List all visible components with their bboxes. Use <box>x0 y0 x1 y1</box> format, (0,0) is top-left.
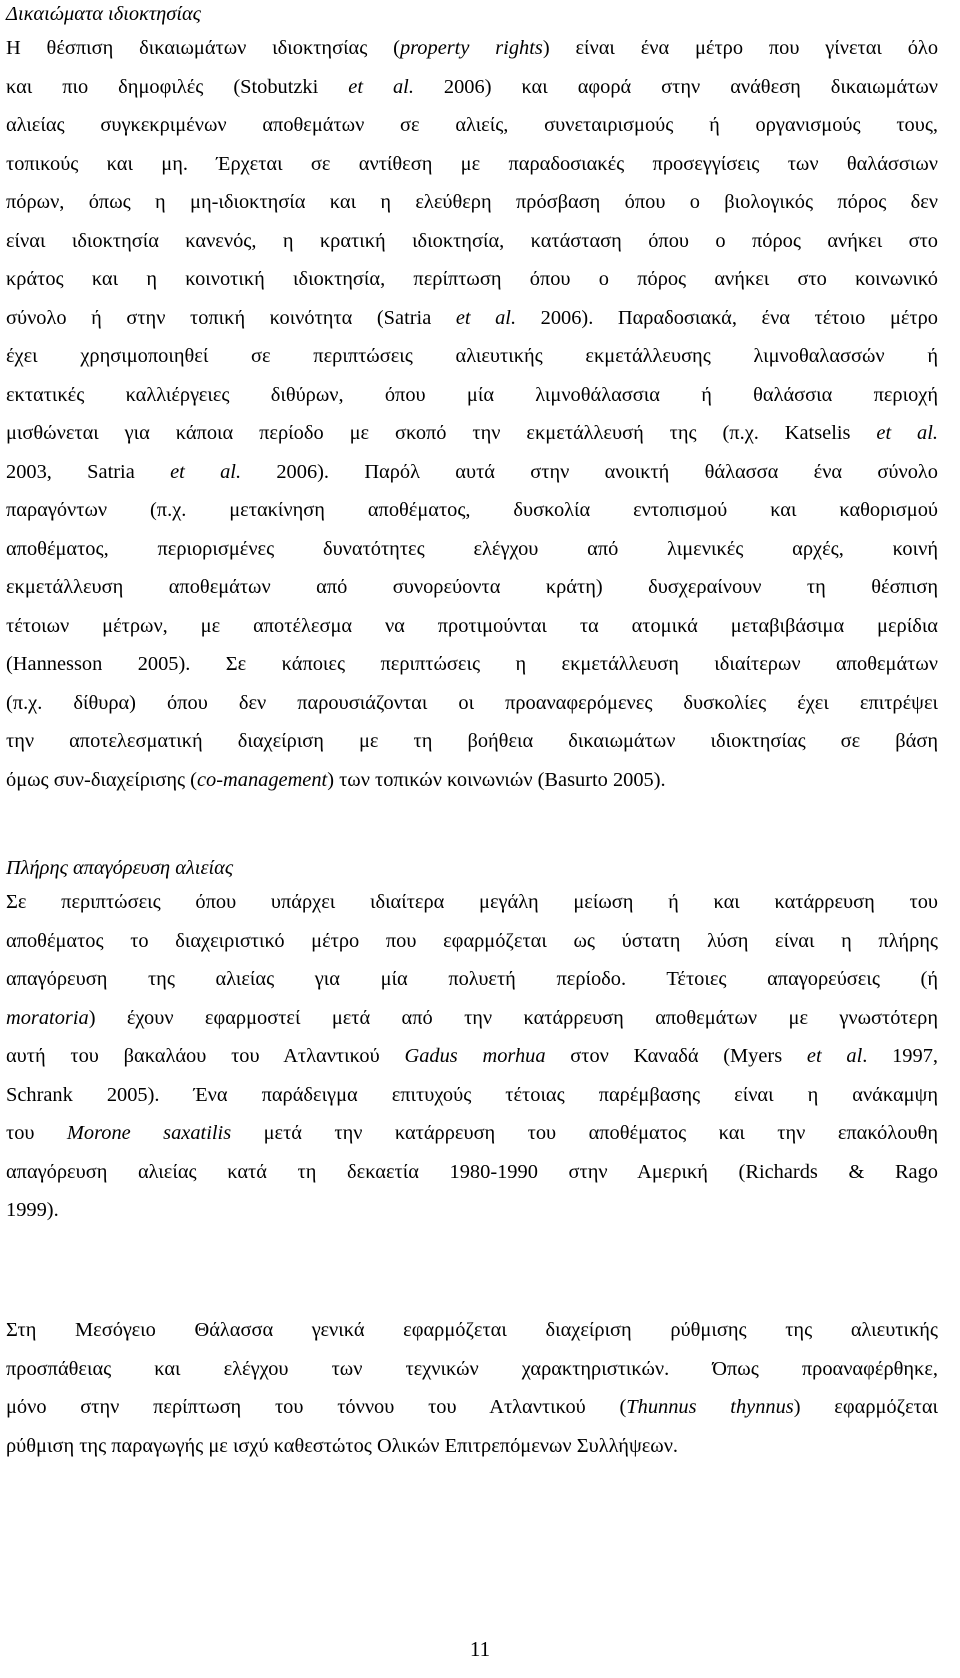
text-run: την αποτελεσματική διαχείριση με τη βοήθεια δικαιωμάτων ιδιοκτησίας σε βάση <box>6 730 938 752</box>
text-run: ) των τοπικών κοινωνιών (Basurto 2005). <box>327 768 666 791</box>
text-line <box>6 530 938 569</box>
text-line <box>6 299 938 338</box>
text-line <box>6 568 938 607</box>
text-run: μισθώνεται για κάποια περίοδο με σκοπό την εκμετάλλευσή της (π.χ. Katselis <box>6 422 877 444</box>
text-line <box>6 1388 938 1427</box>
text-line <box>6 999 938 1038</box>
text-run: 2006). Παραδοσιακά, ένα τέτοιο μέτρο <box>516 306 938 329</box>
text-run: Η θέσπιση δικαιωμάτων ιδιοκτησίας ( <box>6 37 400 59</box>
text-line <box>6 1153 938 1192</box>
text-line <box>6 1311 938 1350</box>
text-run: Schrank 2005). Ένα παράδειγμα επιτυχούς τέτοιας παρέμβασης είναι η ανάκαμψη <box>6 1083 938 1106</box>
text-run: 2003, Satria <box>6 460 171 483</box>
text-run: κράτος και η κοινοτική ιδιοκτησία, περίπτωση όπου ο πόρος ανήκει στο κοινωνικό <box>6 268 938 290</box>
text-run: όμως συν-διαχείρισης ( <box>6 768 197 791</box>
paragraph <box>6 29 938 799</box>
text-line <box>6 106 938 145</box>
italic-text: property rights <box>399 37 543 59</box>
text-run: (Hannesson 2005). Σε κάποιες περιπτώσεις η εκμετάλλευση ιδιαίτερων αποθεμάτων <box>6 653 938 675</box>
text-run: εκτατικές καλλιέργειες διθύρων, όπου μία λιμνοθάλασσια ή θαλάσσια περιοχή <box>6 383 938 406</box>
text-run: ρύθμιση της παραγωγής με ισχύ καθεστώτος Ολικών Επιτρεπόμενων Συλλήψεων. <box>6 1434 679 1457</box>
text-run: ) εφαρμόζεται <box>793 1396 938 1418</box>
italic-text: et al. <box>348 75 414 98</box>
section-heading: Δικαιώματα ιδιοκτησίας <box>6 3 201 25</box>
text-line <box>6 491 938 530</box>
text-line <box>6 722 938 761</box>
text-line <box>6 1037 938 1076</box>
italic-text: moratoria <box>6 1006 89 1029</box>
text-line <box>6 684 938 723</box>
text-run: αποθέματος το διαχειριστικό μέτρο που εφαρμόζεται ως ύστατη λύση είναι η πλήρης <box>6 929 938 952</box>
italic-text: et al. <box>170 460 242 483</box>
section-heading: Πλήρης απαγόρευση αλιείας <box>6 857 234 879</box>
text-run: Στη Μεσόγειο Θάλασσα γενικά εφαρμόζεται διαχείριση ρύθμισης της αλιευτικής <box>6 1319 938 1341</box>
text-line <box>6 1076 938 1115</box>
section-mediterranean <box>6 1311 938 1465</box>
text-line <box>6 761 938 800</box>
section-property-rights <box>6 0 938 799</box>
text-line <box>6 414 938 453</box>
text-run: αυτή του βακαλάου του Ατλαντικού <box>6 1045 405 1067</box>
italic-text: et al. <box>455 306 517 329</box>
italic-text: Gadus morhua <box>404 1045 546 1067</box>
text-run: αποθέματος, περιορισμένες δυνατότητες ελέγχου από λιμενικές αρχές, κοινή <box>6 537 938 560</box>
text-run: Σε περιπτώσεις όπου υπάρχει ιδιαίτερα μεγάλη μείωση ή και κατάρρευση του <box>6 891 938 913</box>
text-run: εκμετάλλευση αποθεμάτων από συνορεύοντα κράτη) δυσχεραίνουν τη θέσπιση <box>6 576 938 598</box>
text-run: 2006). Παρόλ αυτά στην ανοικτή θάλασσα ένα σύνολο <box>241 460 939 483</box>
paragraph <box>6 1311 938 1465</box>
text-run: στον Καναδά (Myers <box>545 1045 807 1067</box>
text-line <box>6 1191 938 1230</box>
text-run: έχει χρησιμοποιηθεί σε περιπτώσεις αλιευτικής εκμετάλλευσης λιμνοθαλασσών ή <box>6 345 938 367</box>
text-run: αλιείας συγκεκριμένων αποθεμάτων σε αλιείς, συνεταιρισμούς ή οργανισμούς τους, <box>6 114 938 136</box>
italic-text: Thunnus thynnus <box>626 1396 794 1418</box>
text-line <box>6 68 938 107</box>
text-line <box>6 1114 938 1153</box>
text-run: είναι ιδιοκτησία κανενός, η κρατική ιδιοκτησία, κατάσταση όπου ο πόρος ανήκει στο <box>6 229 938 252</box>
italic-text: Morone saxatilis <box>66 1122 232 1144</box>
text-line <box>6 260 938 299</box>
text-run: απαγόρευση της αλιείας για μία πολυετή περίοδο. Τέτοιες απαγορεύσεις (ή <box>6 968 938 990</box>
italic-text: co-management <box>196 768 328 791</box>
text-run: 1999). <box>6 1199 59 1221</box>
section-fishing-ban <box>6 853 938 1230</box>
text-line <box>6 645 938 684</box>
text-line <box>6 922 938 961</box>
text-line <box>6 960 938 999</box>
text-line <box>6 883 938 922</box>
text-line <box>6 607 938 646</box>
text-run: ) είναι ένα μέτρο που γίνεται όλο <box>542 37 939 59</box>
text-run: σύνολο ή στην τοπική κοινότητα (Satria <box>6 306 456 329</box>
text-line <box>6 183 938 222</box>
text-run: του <box>6 1122 67 1144</box>
text-line <box>6 453 938 492</box>
text-line <box>6 145 938 184</box>
text-line <box>6 29 938 68</box>
text-run: προσπάθειας και ελέγχου των τεχνικών χαρακτηριστικών. Όπως προαναφέρθηκε, <box>6 1357 938 1380</box>
text-run: ) έχουν εφαρμοστεί μετά από την κατάρρευση αποθεμάτων με γνωστότερη <box>88 1006 938 1029</box>
text-run: (π.χ. δίθυρα) όπου δεν παρουσιάζονται οι προαναφερόμενες δυσκολίες έχει επιτρέψει <box>6 691 938 714</box>
text-run: απαγόρευση αλιείας κατά τη δεκαετία 1980-1990 στην Αμερική (Richards & Rago <box>6 1160 938 1183</box>
text-run: τοπικούς και μη. Έρχεται σε αντίθεση με παραδοσιακές προσεγγίσεις των θαλάσσιων <box>6 152 938 175</box>
text-run: 2006) και αφορά στην ανάθεση δικαιωμάτων <box>413 75 938 98</box>
page-number: 11 <box>469 1637 491 1661</box>
text-run: και πιο δημοφιλές (Stobutzki <box>6 75 349 98</box>
text-line <box>6 1427 938 1466</box>
text-run: μόνο στην περίπτωση του τόννου του Ατλαντικού ( <box>6 1396 627 1418</box>
text-run: παραγόντων (π.χ. μετακίνηση αποθέματος, δυσκολία εντοπισμού και καθορισμού <box>6 499 938 521</box>
text-run: πόρων, όπως η μη-ιδιοκτησία και η ελεύθερη πρόσβαση όπου ο βιολογικός πόρος δεν <box>6 191 938 213</box>
text-line <box>6 1350 938 1389</box>
paragraph <box>6 883 938 1230</box>
text-line <box>6 222 938 261</box>
text-run: μετά την κατάρρευση του αποθέματος και την επακόλουθη <box>231 1122 938 1144</box>
italic-text: et al <box>806 1045 863 1067</box>
text-line <box>6 337 938 376</box>
text-run: τέτοιων μέτρων, με αποτέλεσμα να προτιμούνται τα ατομικά μεταβιβάσιμα μερίδια <box>6 614 938 637</box>
italic-text: et al. <box>876 422 938 444</box>
text-line <box>6 376 938 415</box>
text-run: . 1997, <box>862 1045 938 1067</box>
